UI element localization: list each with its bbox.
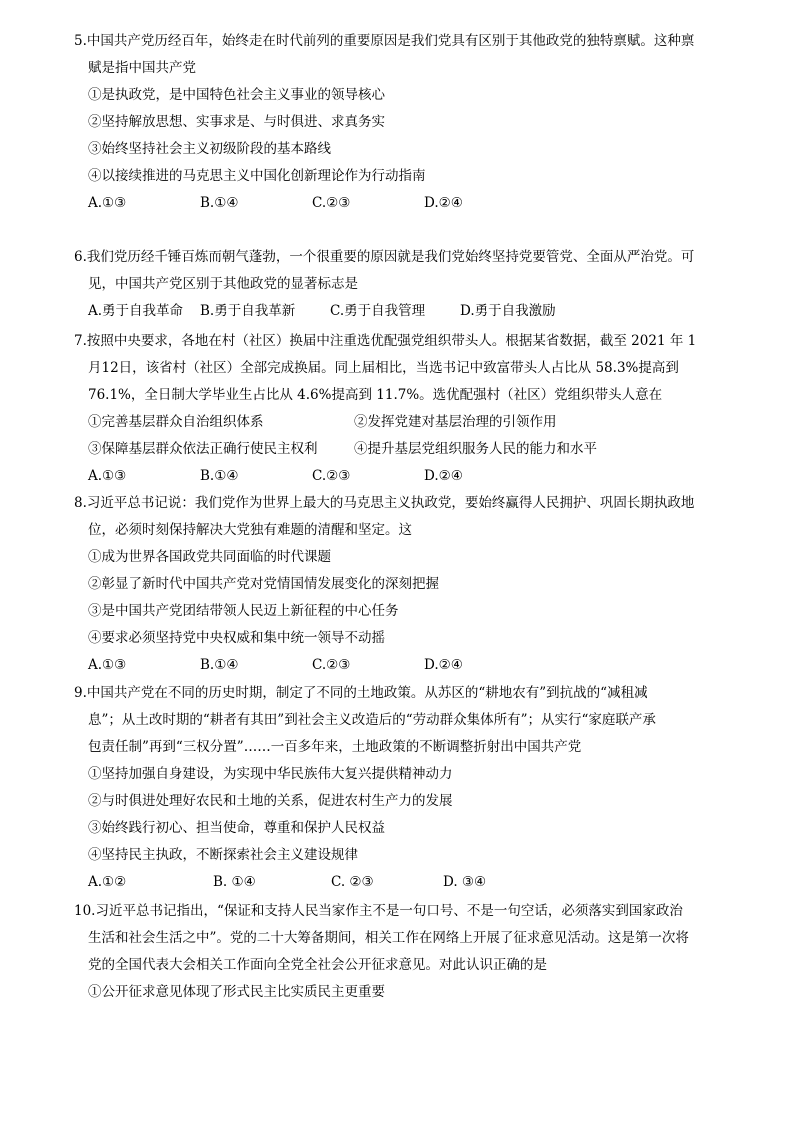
answer-choices	[74, 463, 724, 490]
answer-choices	[74, 298, 724, 325]
choice-c: C.②③	[312, 657, 351, 673]
option-1: ①成为世界各国政党共同面临的时代课题	[88, 549, 331, 565]
choice-d: D.②④	[424, 657, 463, 673]
option-4: ④提升基层党组织服务人民的能力和水平	[354, 441, 597, 457]
choice-a: A.①③	[88, 657, 127, 673]
choice-c: C.②③	[312, 195, 351, 211]
option-2: ②彰显了新时代中国共产党对党情国情发展变化的深刻把握	[88, 576, 439, 592]
choice-b: B.①④	[200, 468, 239, 484]
choice-b: B.勇于自我革新	[200, 303, 296, 319]
choice-d: D. ③④	[443, 874, 487, 890]
choice-c: C.勇于自我管理	[330, 303, 426, 319]
question-stem: 7.按照中央要求，各地在村（社区）换届中注重选优配强党组织带头人。根据某省数据，截至 2021 年 1	[74, 333, 697, 349]
option-2: ②与时俱进处理好农民和土地的关系，促进农村生产力的发展	[88, 793, 453, 809]
question-stem: 9.中国共产党在不同的历史时期，制定了不同的土地政策。从苏区的“耕地农有”到抗战的“减租减	[74, 685, 648, 701]
choice-c: C.②③	[312, 468, 351, 484]
question-8	[74, 490, 724, 679]
option-4: ④以接续推进的马克思主义中国化创新理论作为行动指南	[88, 168, 426, 184]
choice-d: D.②④	[424, 195, 463, 211]
option-3: ③保障基层群众依法正确行使民主权利	[88, 441, 318, 457]
question-stem: 赋是指中国共产党	[88, 60, 196, 76]
option-2: ②坚持解放思想、实事求是、与时俱进、求真务实	[88, 114, 385, 130]
question-9	[74, 680, 724, 896]
choice-a: A.①③	[88, 195, 127, 211]
question-stem: 息”；从土改时期的“耕者有其田”到社会主义改造后的“劳动群众集体所有”；从实行“家庭联产承	[88, 712, 656, 728]
question-stem: 76.1%，全日制大学毕业生占比从 4.6%提高到 11.7%。选优配强村（社区）党组织带头人意在	[88, 387, 663, 403]
option-2: ②发挥党建对基层治理的引领作用	[354, 414, 557, 430]
question-stem: 见，中国共产党区别于其他政党的显著标志是	[88, 276, 358, 292]
option-row	[74, 436, 724, 463]
question-stem: 月12日，该省村（社区）全部完成换届。同上届相比，当选书记中致富带头人占比从 58.3%提高到	[88, 360, 679, 376]
choice-c: C. ②③	[331, 874, 374, 890]
option-1: ①是执政党，是中国特色社会主义事业的领导核心	[88, 87, 385, 103]
answer-choices	[74, 652, 724, 679]
question-7	[74, 328, 724, 490]
question-6	[74, 244, 724, 325]
choice-b: B. ①④	[213, 874, 256, 890]
choice-d: D.②④	[424, 468, 463, 484]
question-stem: 位，必须时刻保持解决大党独有难题的清醒和坚定。这	[88, 522, 412, 538]
option-4: ④坚持民主执政，不断探索社会主义建设规律	[88, 847, 358, 863]
question-10	[74, 898, 724, 1006]
option-3: ③始终坚持社会主义初级阶段的基本路线	[88, 141, 331, 157]
option-1: ①公开征求意见体现了形式民主比实质民主更重要	[88, 984, 385, 1000]
choice-b: B.①④	[200, 657, 239, 673]
answer-choices	[74, 869, 724, 896]
choice-a: A.①③	[88, 468, 127, 484]
option-1: ①完善基层群众自治组织体系	[88, 414, 264, 430]
choice-a: A.勇于自我革命	[88, 303, 184, 319]
answer-choices	[74, 190, 724, 217]
question-stem: 8.习近平总书记说：我们党作为世界上最大的马克思主义执政党，要始终赢得人民拥护、巩固长期执政地	[74, 495, 695, 511]
option-4: ④要求必须坚持党中央权威和集中统一领导不动摇	[88, 630, 385, 646]
question-stem: 10.习近平总书记指出，“保证和支持人民当家作主不是一句口号、不是一句空话，必须落实到国家政治	[74, 903, 683, 919]
choice-b: B.①④	[200, 195, 239, 211]
option-1: ①坚持加强自身建设，为实现中华民族伟大复兴提供精神动力	[88, 766, 453, 782]
question-stem: 党的全国代表大会相关工作面向全党全社会公开征求意见。对此认识正确的是	[88, 957, 547, 973]
question-5	[74, 28, 724, 217]
question-stem: 5.中国共产党历经百年，始终走在时代前列的重要原因是我们党具有区别于其他政党的独特禀赋。这种禀	[74, 33, 695, 49]
question-stem: 包责任制”再到“三权分置”……一百多年来，土地政策的不断调整折射出中国共产党	[88, 739, 582, 755]
option-3: ③是中国共产党团结带领人民迈上新征程的中心任务	[88, 603, 399, 619]
question-stem: 6.我们党历经千锤百炼而朝气蓬勃，一个很重要的原因就是我们党始终坚持党要管党、全面从严治党。可	[74, 249, 695, 265]
option-3: ③始终践行初心、担当使命，尊重和保护人民权益	[88, 820, 385, 836]
question-stem: 生活和社会生活之中”。党的二十大筹备期间，相关工作在网络上开展了征求意见活动。这是第一次将	[88, 930, 689, 946]
choice-d: D.勇于自我激励	[460, 303, 556, 319]
option-row	[74, 409, 724, 436]
choice-a: A.①②	[88, 874, 127, 890]
